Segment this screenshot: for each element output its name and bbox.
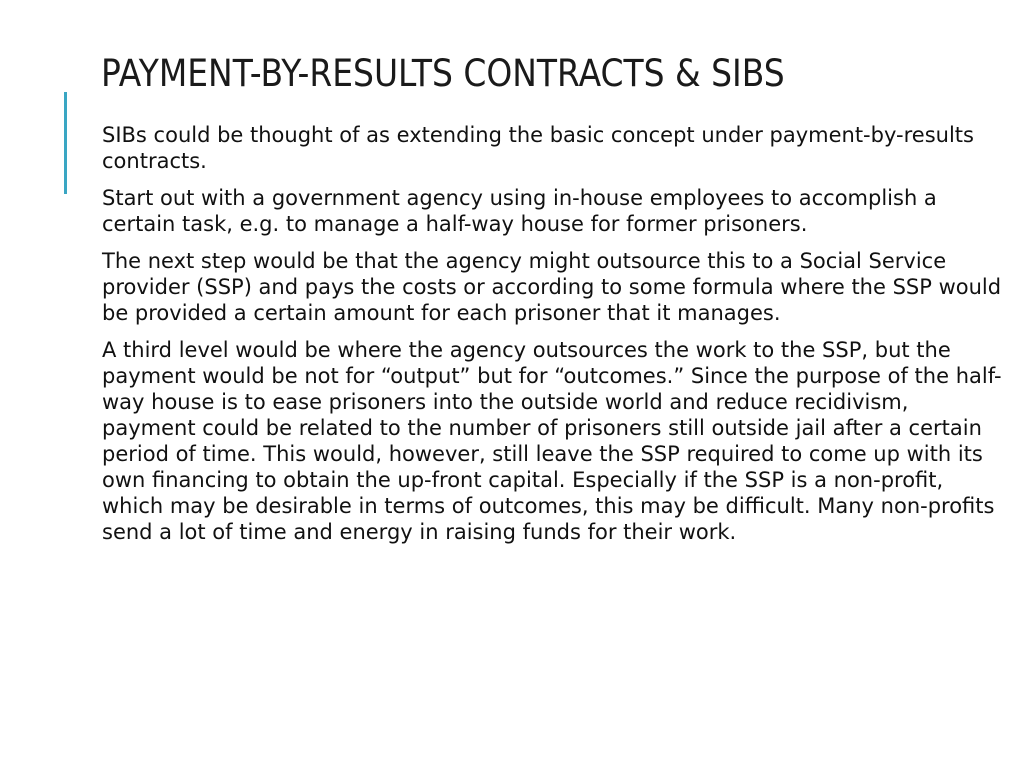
title-accent-bar	[64, 92, 67, 194]
body-paragraph-1: SIBs could be thought of as extending the basic concept under payment-by-results contracts.	[102, 123, 974, 173]
slide-body	[102, 122, 1007, 556]
slide-title: PAYMENT-BY-RESULTS CONTRACTS & SIBS	[101, 52, 785, 95]
body-paragraph-3: The next step would be that the agency might outsource this to a Social Service provider (SSP) and pays the costs or according to some formula where the SSP would be provided a certain amount for each prisoner that it manages.	[102, 249, 1002, 325]
body-paragraph-2: Start out with a government agency using in-house employees to accomplish a certain task, e.g. to manage a half-way house for former prisoners.	[102, 186, 937, 236]
body-paragraph-4: A third level would be where the agency outsources the work to the SSP, but the payment would be not for “output” but for “outcomes.” Since the purpose of the half-way house is to ease prisoners into the outside world and reduce recidivism, payment could be related to the number of prisoners still outside jail after a certain period of time. This would, however, still leave the SSP required to come up with its own financing to obtain the up-front capital. Especially if the SSP is a non-profit, which may be desirable in terms of outcomes, this may be difficult. Many non-profits send a lot of time and energy in raising funds for their work.	[102, 338, 1002, 544]
